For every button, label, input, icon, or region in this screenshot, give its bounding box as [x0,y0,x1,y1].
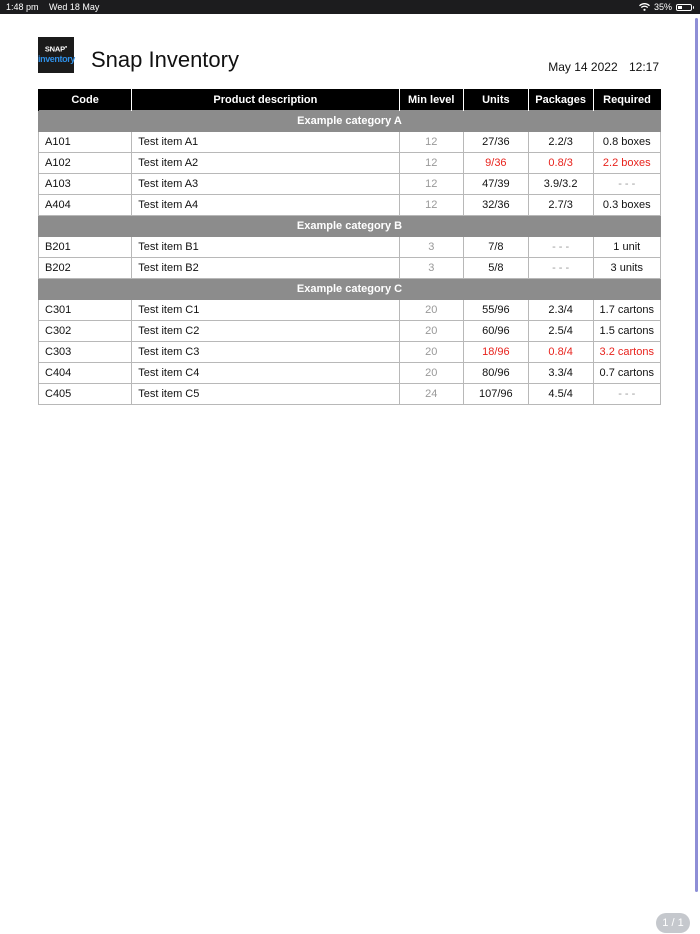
table-row[interactable] [39,321,661,342]
min-level-cell: 20 [399,321,463,342]
units-cell: 9/36 [463,153,528,174]
min-level-cell: 20 [399,342,463,363]
description-cell: Test item A1 [132,132,399,153]
scroll-indicator[interactable] [695,18,698,892]
description-cell: Test item B1 [132,237,399,258]
packages-cell: 2.5/4 [528,321,593,342]
packages-cell: 0.8/3 [528,153,593,174]
column-header-packages: Packages [528,89,593,111]
code-cell: A103 [39,174,132,195]
code-cell: C405 [39,384,132,405]
required-cell: - - - [593,384,660,405]
battery-fill [678,6,682,9]
code-cell: C301 [39,300,132,321]
category-row [39,279,661,300]
required-cell: - - - [593,174,660,195]
table-row[interactable] [39,174,661,195]
table-row[interactable] [39,237,661,258]
units-cell: 18/96 [463,342,528,363]
packages-cell: 3.3/4 [528,363,593,384]
description-cell: Test item B2 [132,258,399,279]
description-cell: Test item C1 [132,300,399,321]
code-cell: B202 [39,258,132,279]
status-bar [0,0,700,14]
table-row[interactable] [39,132,661,153]
required-cell: 1.5 cartons [593,321,660,342]
units-cell: 32/36 [463,195,528,216]
required-cell: 1.7 cartons [593,300,660,321]
min-level-cell: 12 [399,132,463,153]
description-cell: Test item C5 [132,384,399,405]
units-cell: 60/96 [463,321,528,342]
app-logo: SNAP● inventory [38,37,74,73]
packages-cell: - - - [528,258,593,279]
code-cell: C303 [39,342,132,363]
logo-bottom-text: inventory [38,53,75,64]
table-header-row [39,89,661,111]
code-cell: A102 [39,153,132,174]
status-time: 1:48 pm [6,2,39,12]
code-cell: C404 [39,363,132,384]
required-cell: 3.2 cartons [593,342,660,363]
table-row[interactable] [39,363,661,384]
min-level-cell: 12 [399,174,463,195]
category-row [39,216,661,237]
column-header-description: Product description [132,89,399,111]
category-label: Example category B [39,216,661,237]
packages-cell: 2.3/4 [528,300,593,321]
code-cell: A404 [39,195,132,216]
code-cell: C302 [39,321,132,342]
min-level-cell: 12 [399,153,463,174]
units-cell: 5/8 [463,258,528,279]
description-cell: Test item A4 [132,195,399,216]
report-time: 12:17 [628,60,659,74]
units-cell: 80/96 [463,363,528,384]
packages-cell: 2.7/3 [528,195,593,216]
page-title: Snap Inventory [91,47,239,72]
required-cell: 0.7 cartons [593,363,660,384]
category-label: Example category C [39,279,661,300]
battery-percent: 35% [653,2,672,12]
column-header-required: Required [593,89,660,111]
units-cell: 55/96 [463,300,528,321]
table-row[interactable] [39,195,661,216]
column-header-units: Units [463,89,528,111]
table-row[interactable] [39,342,661,363]
units-cell: 7/8 [463,237,528,258]
category-label: Example category A [39,111,661,132]
min-level-cell: 24 [399,384,463,405]
page-indicator: 1 / 1 [656,913,690,933]
table-body [39,111,661,405]
min-level-cell: 3 [399,237,463,258]
required-cell: 2.2 boxes [593,153,660,174]
description-cell: Test item C3 [132,342,399,363]
required-cell: 3 units [593,258,660,279]
table-row[interactable] [39,384,661,405]
description-cell: Test item A2 [132,153,399,174]
table-row[interactable] [39,258,661,279]
description-cell: Test item C2 [132,321,399,342]
description-cell: Test item C4 [132,363,399,384]
table-row[interactable] [39,153,661,174]
description-cell: Test item A3 [132,174,399,195]
battery-icon [676,4,692,11]
wifi-icon [639,3,650,11]
min-level-cell: 20 [399,363,463,384]
units-cell: 107/96 [463,384,528,405]
min-level-cell: 12 [399,195,463,216]
category-row [39,111,661,132]
units-cell: 47/39 [463,174,528,195]
logo-top-text: SNAP [44,44,65,54]
column-header-code: Code [39,89,132,111]
inventory-table [38,89,661,405]
required-cell: 1 unit [593,237,660,258]
report-date: May 14 2022 [548,60,618,74]
required-cell: 0.3 boxes [593,195,660,216]
report-datetime [548,60,659,74]
status-date: Wed 18 May [49,2,100,12]
min-level-cell: 3 [399,258,463,279]
code-cell: B201 [39,237,132,258]
packages-cell: - - - [528,237,593,258]
packages-cell: 4.5/4 [528,384,593,405]
min-level-cell: 20 [399,300,463,321]
units-cell: 27/36 [463,132,528,153]
packages-cell: 0.8/4 [528,342,593,363]
packages-cell: 2.2/3 [528,132,593,153]
table-row[interactable] [39,300,661,321]
code-cell: A101 [39,132,132,153]
column-header-min-level: Min level [399,89,463,111]
required-cell: 0.8 boxes [593,132,660,153]
packages-cell: 3.9/3.2 [528,174,593,195]
